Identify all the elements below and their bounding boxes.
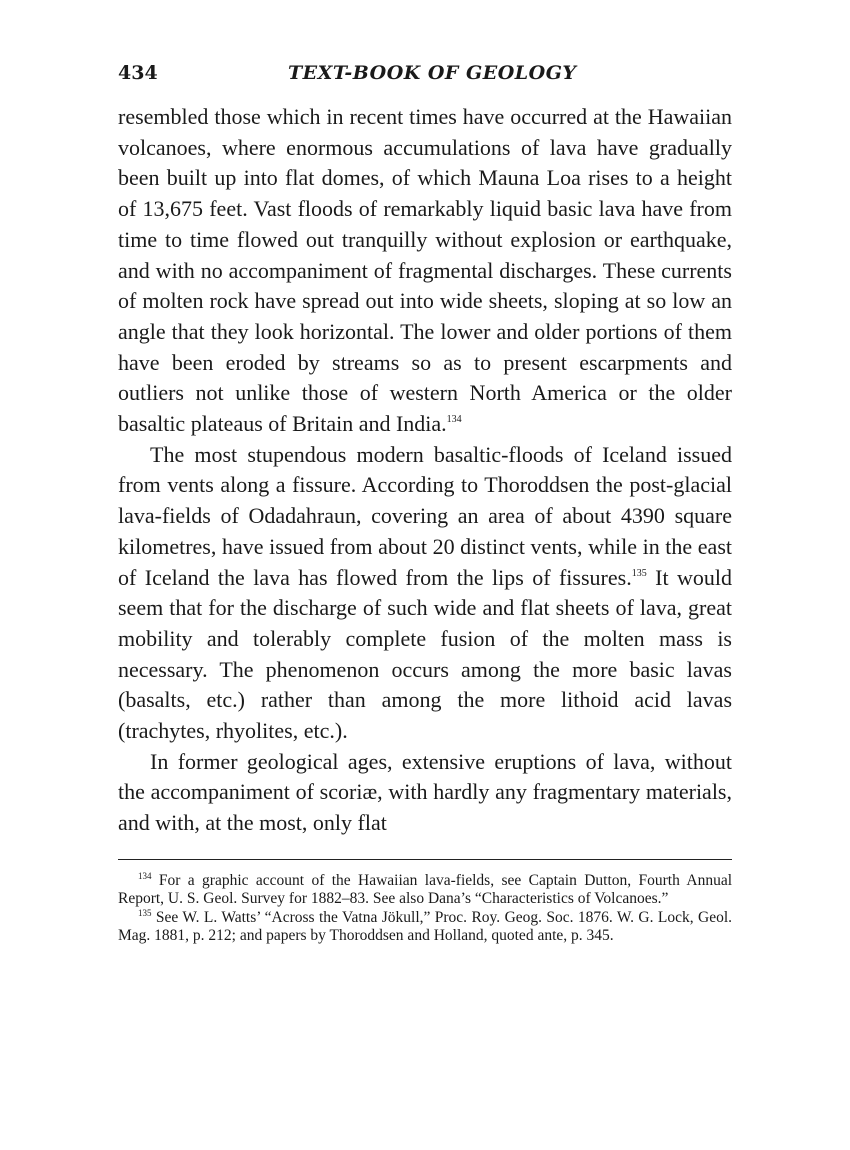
running-title: TEXT-BOOK OF GEOLOGY (288, 62, 577, 84)
paragraph-2-text-b: It would seem that for the discharge of such wide and flat sheets of lava, great mobility and tolerably complete fusion of the molten mass is necessary. The phenomenon occurs among the more basic lavas (basalts, etc.) rather than among the more lithoid acid lavas (trachytes, rhyolites, etc.). (118, 564, 732, 744)
footnote-134-text: For a graphic account of the Hawaiian lava-fields, see Captain Dutton, Fourth Annual Report, U. S. Geol. Survey for 1882–83. See also Dana’s “Characteristics of Volcanoes.” (118, 871, 732, 908)
paragraph-2 (118, 440, 732, 747)
paragraph-2-text-a: The most stupendous modern basaltic-floods of Iceland issued from vents along a fissure. According to Thoroddsen the post-glacial lava-fields of Odadahraun, covering an area of about 4390 square kilometres, have issued from about 20 distinct vents, while in the east of Iceland the lava has flowed from the lips of fissures. (118, 441, 732, 590)
paragraph-1-text: resembled those which in recent times have occurred at the Hawaiian volcanoes, where enormous accumulations of lava have gradually been built up into flat domes, of which Mauna Loa rises to a height of 13,675 feet. Vast floods of remarkably liquid basic lava have from time to time flowed out tranquilly without explosion or earthquake, and with no accompaniment of fragmental discharges. These currents of molten rock have spread out into wide sheets, sloping at so low an angle that they look horizontal. The lower and older portions of them have been eroded by streams so as to present escarpments and outliers not unlike those of western North America or the older basaltic plateaus of Britain and India. (118, 104, 732, 437)
paragraph-1 (118, 102, 732, 440)
footnote-134-number: 134 (138, 870, 152, 881)
footnote-ref-135: 135 (631, 567, 647, 579)
main-text (118, 102, 732, 839)
paragraph-3 (118, 747, 732, 839)
page-number: 434 (118, 62, 158, 84)
page-header (118, 58, 732, 90)
footnote-135-number: 135 (138, 907, 152, 918)
paragraph-3-text: In former geological ages, extensive eruptions of lava, without the accompaniment of scoriæ, with hardly any fragmentary materials, and with, at the most, only flat (118, 748, 732, 836)
footnote-135 (118, 909, 732, 946)
footnote-ref-134: 134 (446, 414, 462, 426)
footnote-134 (118, 872, 732, 909)
book-page (118, 58, 732, 946)
footnote-divider (118, 859, 732, 860)
footnote-135-text: See W. L. Watts’ “Across the Vatna Jökull,” Proc. Roy. Geog. Soc. 1876. W. G. Lock, Geol. Mag. 1881, p. 212; and papers by Thoroddsen and Holland, quoted ante, p. 345. (118, 908, 732, 945)
footnotes (118, 872, 732, 946)
